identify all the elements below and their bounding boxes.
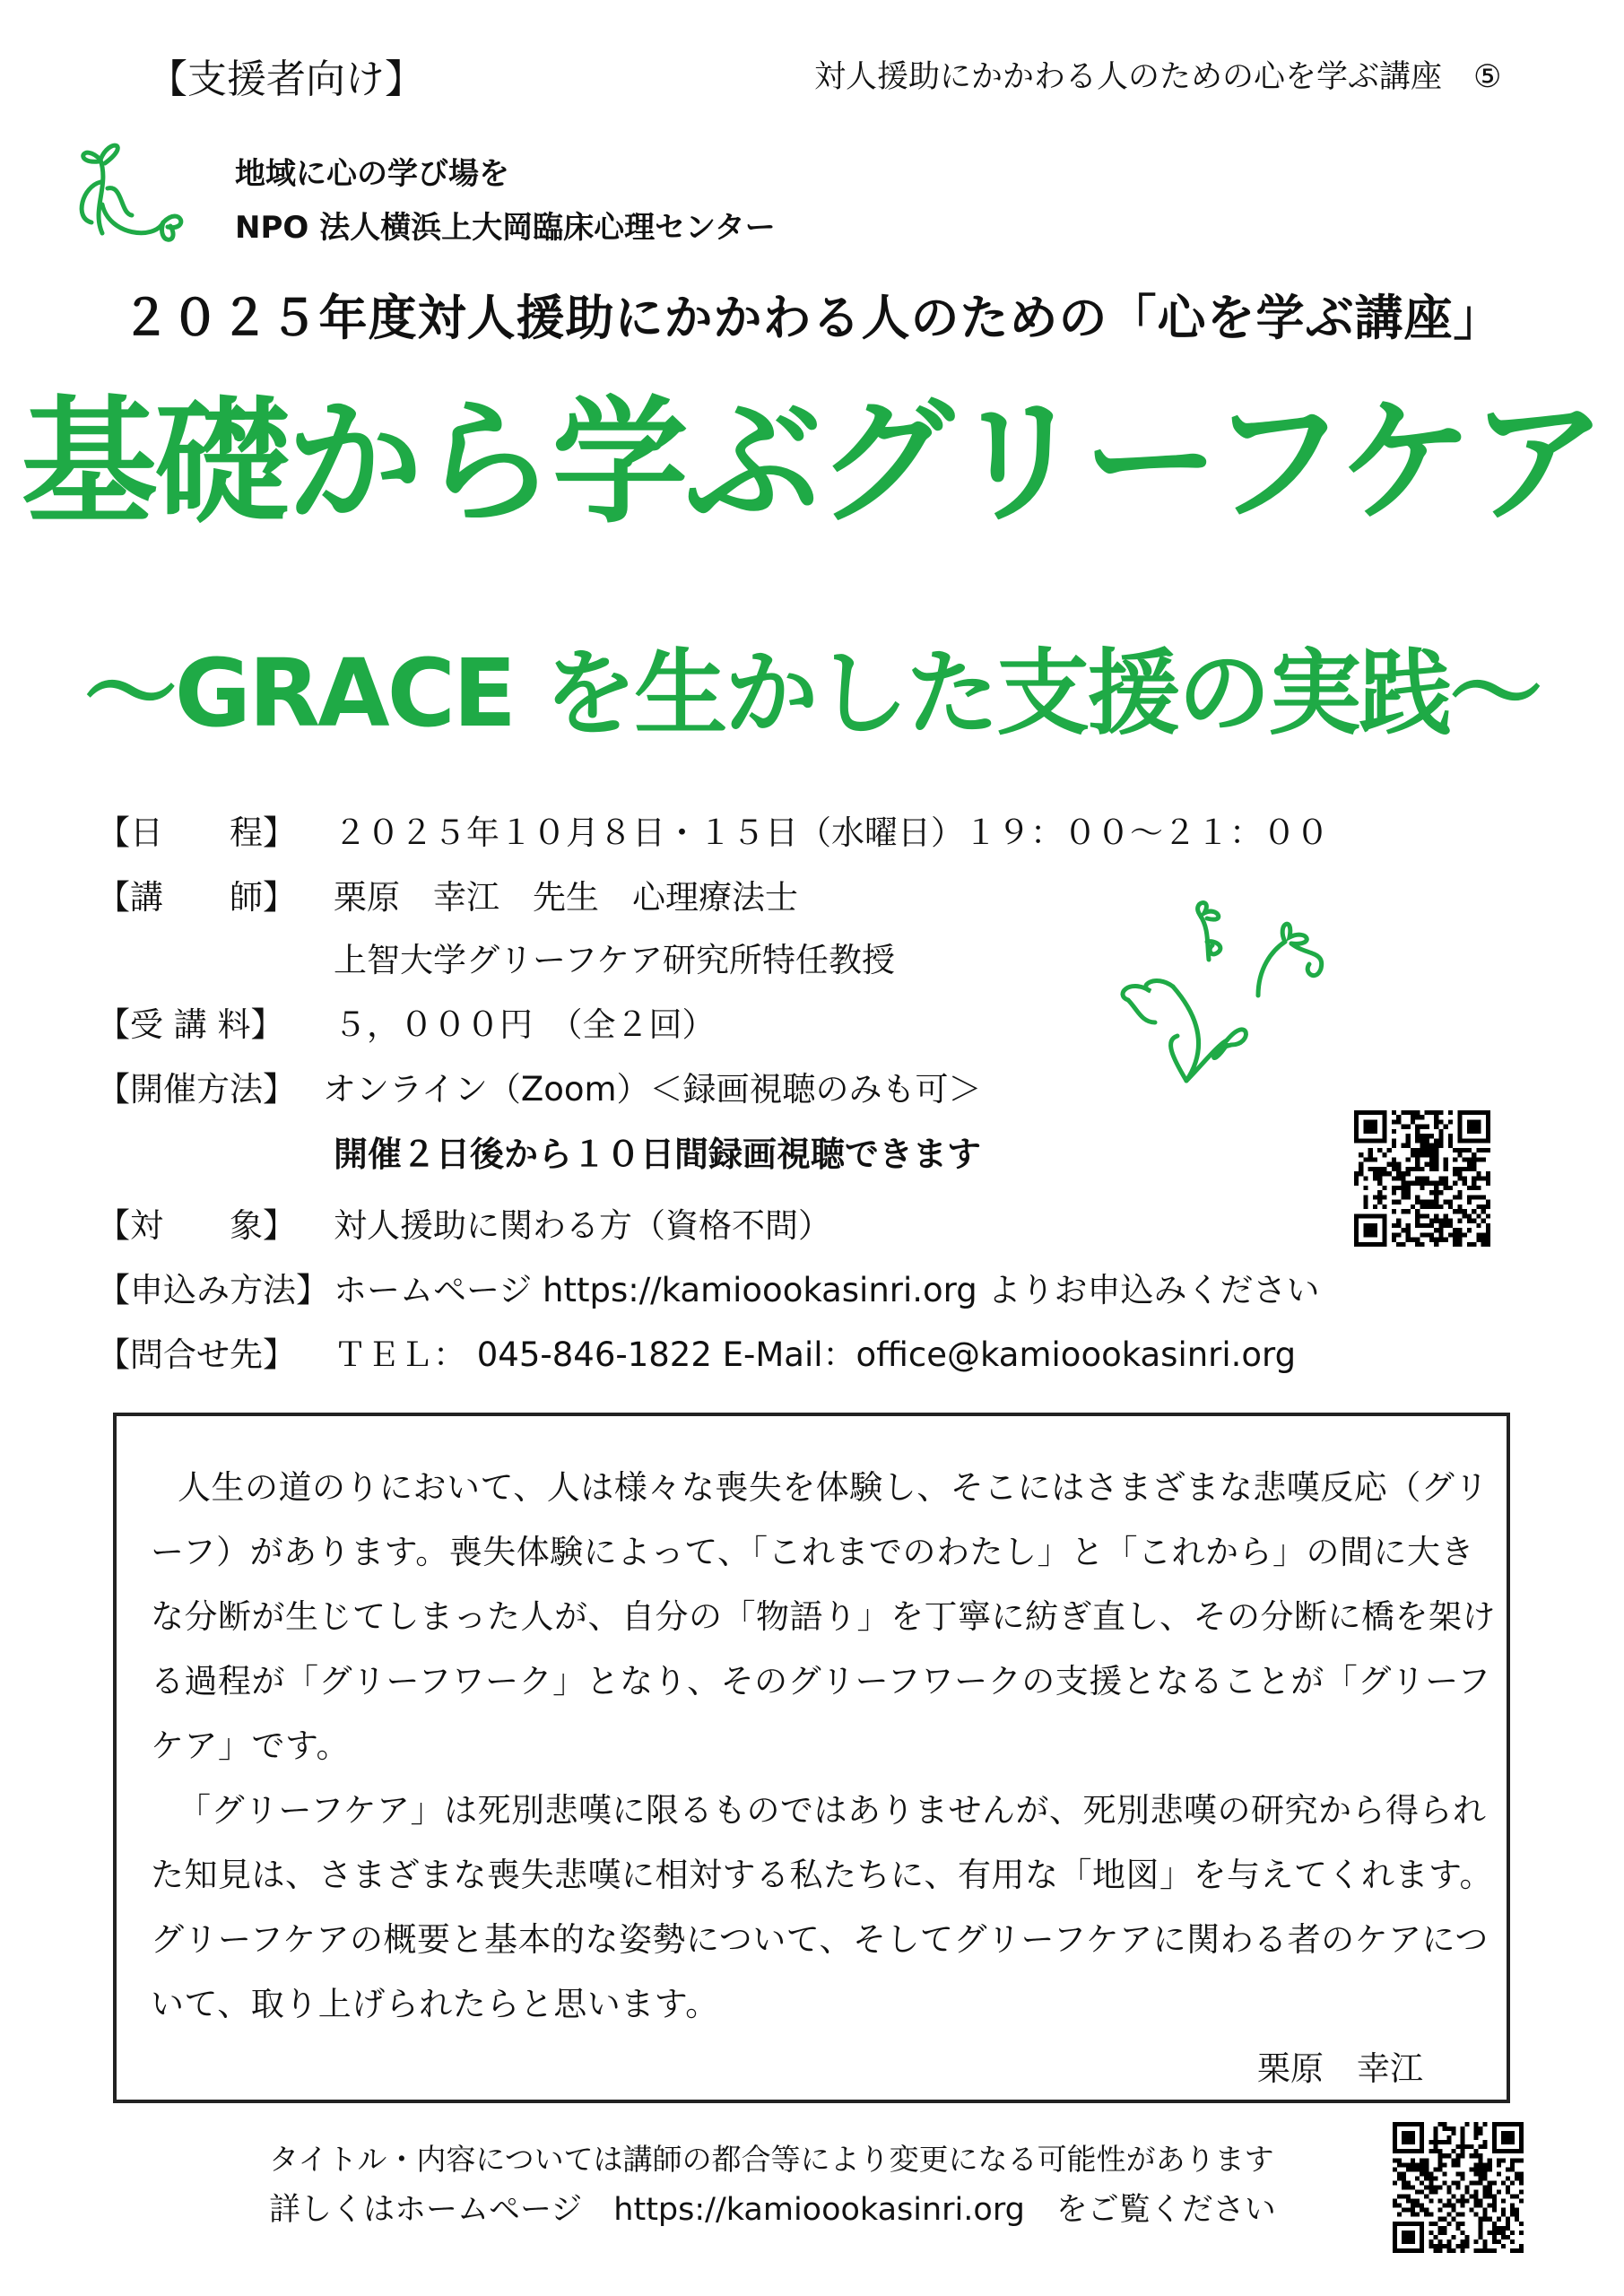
organization-tagline: 地域に心の学び場を (235, 156, 509, 192)
target-value: 対人援助に関わる方（資格不問） (334, 1206, 831, 1245)
category-label: 【支援者向け】 (148, 57, 424, 102)
lecturer-affiliation: 上智大学グリーフケア研究所特任教授 (334, 941, 896, 979)
footer-notice: タイトル・内容については講師の都合等により変更になる可能性があります (269, 2142, 1274, 2177)
message-line: ーフ）があります。喪失体験によって、「これまでのわたし」と「これから」の間に大き (151, 1533, 1474, 1571)
qr-code-icon[interactable] (1354, 1110, 1490, 1247)
series-label: 対人援助にかかわる人のための心を学ぶ講座 ⑤ (814, 59, 1502, 95)
message-line: グリーフケアの概要と基本的な姿勢について、そしてグリーフケアに関わる者のケアにつ (151, 1920, 1489, 1959)
contact-label: 【問合せ先】 (97, 1335, 296, 1374)
method-label: 【開催方法】 (97, 1070, 296, 1109)
message-line: 人生の道のりにおいて、人は様々な喪失を体験し、そこにはさまざまな悲嘆反応（グリ (178, 1468, 1489, 1507)
sprouts-decoration-icon (1101, 888, 1334, 1094)
clover-sprout-logo-icon (56, 133, 208, 245)
footer-website[interactable]: 詳しくはホームページ https://kamioookasinri.org をご覧ください (269, 2192, 1276, 2228)
method-note: 開催２日後から１０日間録画視聴できます (334, 1135, 982, 1174)
method-value: オンライン（Zoom）＜録画視聴のみも可＞ (323, 1070, 982, 1109)
message-line: た知見は、さまざまな喪失悲嘆に相対する私たちに、有用な「地図」を与えてくれます。 (151, 1856, 1494, 1894)
apply-label: 【申込み方法】 (97, 1271, 329, 1309)
date-value: ２０２５年１０月８日・１５日（水曜日）１９：００～２１：００ (334, 813, 1329, 852)
lecturer-value: 栗原 幸江 先生 心理療法士 (334, 878, 798, 917)
message-signature: 栗原 幸江 (1257, 2049, 1423, 2088)
event-heading: ２０２５年度対人援助にかかわる人のための「心を学ぶ講座」 (121, 290, 1503, 346)
page-subtitle: ～GRACE を生かした支援の実践～ (83, 639, 1541, 748)
message-line: な分断が生じてしまった人が、自分の「物語り」を丁寧に紡ぎ直し、その分断に橋を架け (151, 1597, 1496, 1636)
qr-code-icon[interactable] (1393, 2122, 1524, 2253)
message-line: ケア」です。 (151, 1726, 351, 1765)
fee-label: 【受 講 料】 (97, 1005, 284, 1044)
message-line: る過程が「グリーフワーク」となり、そのグリーフワークの支援となることが「グリーフ (151, 1662, 1491, 1700)
contact-value[interactable]: ＴＥＬ： 045-846-1822 E-Mail：office@kamioookasinri.org (334, 1335, 1297, 1374)
page-title: 基礎から学ぶグリーフケア (21, 383, 1603, 542)
lecturer-label: 【講 師】 (97, 878, 296, 917)
date-label: 【日 程】 (97, 813, 296, 852)
message-line: 「グリーフケア」は死別悲嘆に限るものではありませんが、死別悲嘆の研究から得られ (178, 1791, 1487, 1830)
fee-value: ５，０００円 （全２回） (334, 1005, 716, 1044)
target-label: 【対 象】 (97, 1206, 296, 1245)
organization-name: NPO 法人横浜上大岡臨床心理センター (235, 210, 776, 246)
apply-value[interactable]: ホームページ https://kamioookasinri.org よりお申込みください (334, 1271, 1320, 1309)
message-line: いて、取り上げられたらと思います。 (151, 1985, 719, 2023)
